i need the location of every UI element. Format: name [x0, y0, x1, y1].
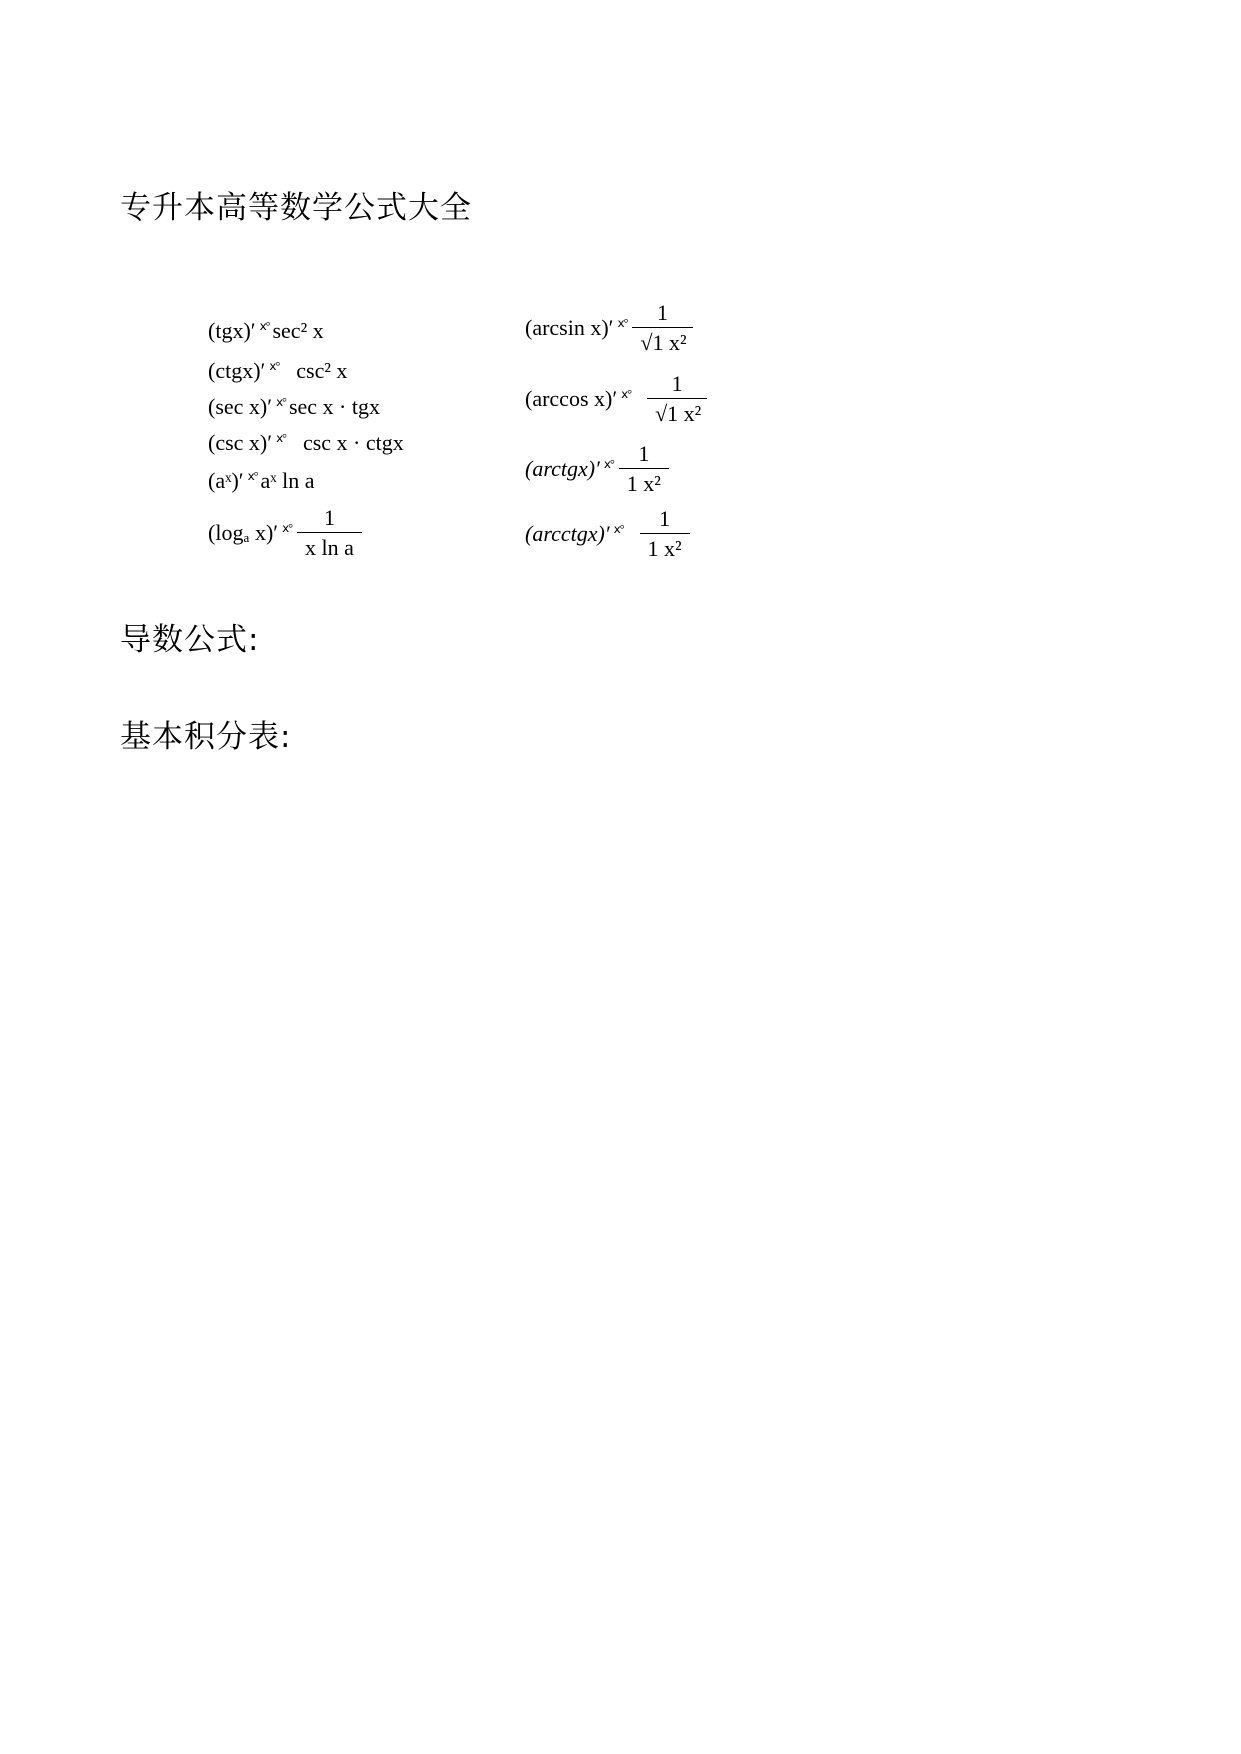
formula-relation-glyph: ⅹ° [259, 319, 270, 333]
formula-lhs: (arccos x)′ [525, 386, 618, 411]
formula-rhs: sec² x [272, 318, 324, 343]
formula-arcsin-derivative [525, 302, 693, 354]
formula-fraction [619, 443, 669, 495]
fraction-numerator: 1 [323, 505, 335, 530]
formula-sec-derivative [208, 396, 380, 418]
formula-relation-glyph: ⅹ° [621, 387, 632, 401]
formula-csc-derivative [208, 432, 404, 454]
formula-exp-derivative [208, 470, 315, 492]
formula-relation-glyph: ⅹ° [613, 522, 624, 536]
formula-lhs: (csc x)′ [208, 430, 273, 455]
formula-relation-glyph: ⅹ° [276, 431, 286, 445]
formula-lhs: (aˣ)′ [208, 468, 244, 493]
formula-rhs: sec x · tgx [288, 394, 380, 419]
fraction-numerator: 1 [656, 300, 668, 325]
formula-relation-glyph: ⅹ° [269, 359, 280, 373]
fraction-denominator: √1 x² [632, 327, 692, 354]
formula-rhs: csc x · ctgx [302, 430, 404, 455]
formula-lhs: (tgx)′ [208, 318, 256, 343]
formula-arcctg-derivative [525, 508, 690, 560]
formula-relation-glyph: ⅹ° [282, 521, 292, 535]
formula-lhs: (ctgx)′ [208, 358, 266, 383]
formula-fraction [297, 507, 362, 559]
formula-lhs: (logₐ x)′ [208, 520, 279, 545]
fraction-denominator: √1 x² [647, 398, 707, 425]
formula-relation-glyph: ⅹ° [603, 457, 614, 471]
formula-relation-glyph: ⅹ° [247, 469, 258, 483]
section-heading-derivatives: 导数公式: [120, 622, 260, 658]
formula-arccos-derivative [525, 373, 707, 425]
formula-relation-glyph: ⅹ° [617, 316, 628, 330]
fraction-numerator: 1 [671, 371, 683, 396]
formula-rhs: aˣ ln a [260, 468, 315, 493]
formula-fraction [647, 373, 707, 425]
fraction-denominator: x ln a [297, 532, 362, 559]
formula-tg-derivative [208, 320, 324, 342]
fraction-denominator: 1 x² [619, 468, 669, 495]
formula-lhs: (arctgx)′ [525, 456, 600, 481]
formula-fraction [640, 508, 690, 560]
formula-lhs: (arcctgx)′ [525, 521, 610, 546]
formula-ctg-derivative [208, 360, 347, 382]
formula-lhs: (arcsin x)′ [525, 315, 614, 340]
page-title: 专升本高等数学公式大全 [120, 190, 472, 226]
formula-log-derivative [208, 507, 362, 559]
fraction-numerator: 1 [659, 506, 671, 531]
fraction-denominator: 1 x² [640, 533, 690, 560]
formula-relation-glyph: ⅹ° [276, 395, 286, 409]
formula-rhs: csc² x [296, 358, 348, 383]
formula-fraction [632, 302, 692, 354]
section-heading-integrals: 基本积分表: [120, 719, 292, 755]
formula-lhs: (sec x)′ [208, 394, 273, 419]
formula-arctg-derivative [525, 443, 669, 495]
fraction-numerator: 1 [638, 441, 650, 466]
